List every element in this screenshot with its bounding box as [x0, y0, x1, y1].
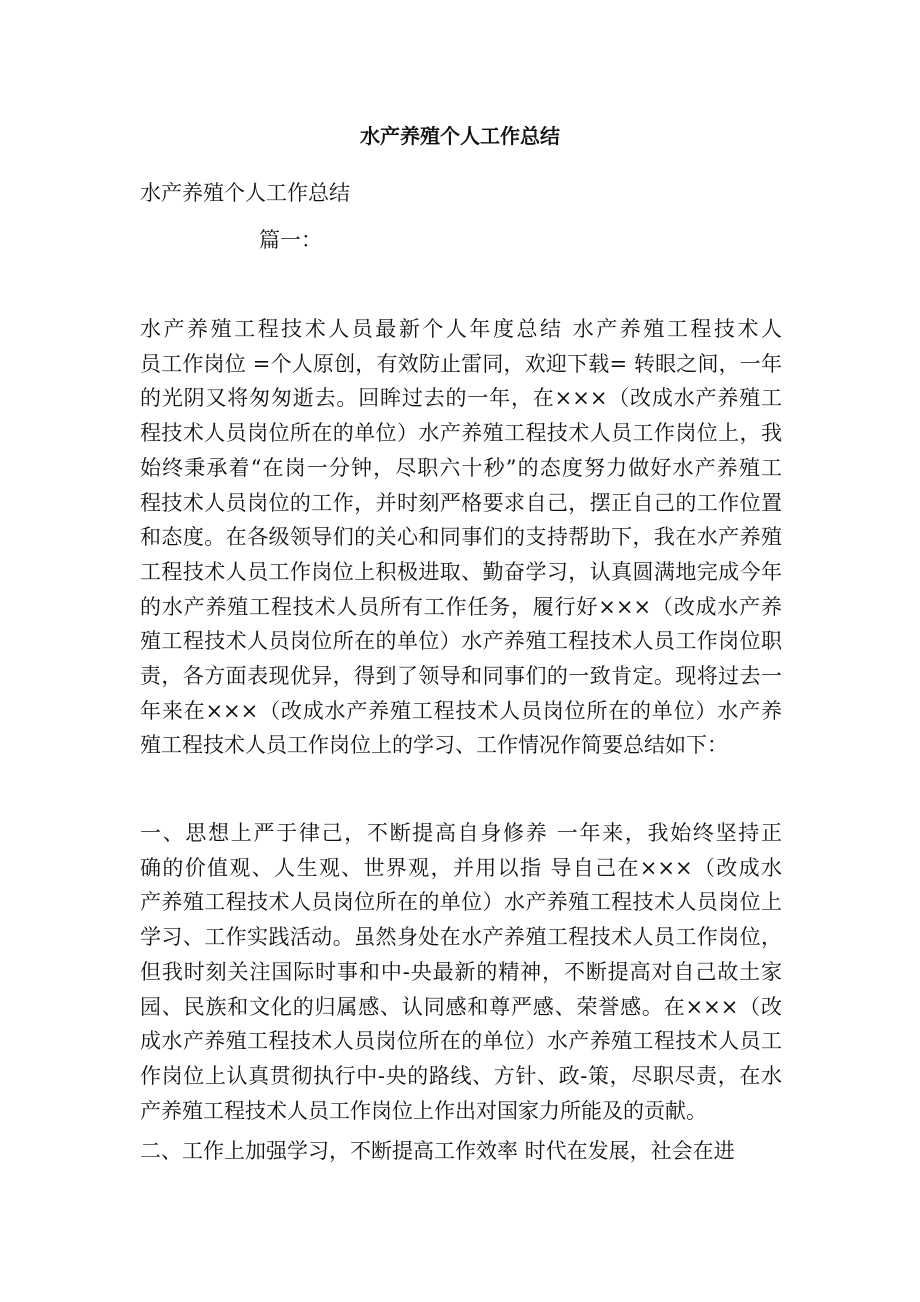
paragraph-line: 园、民族和文化的归属感、认同感和尊严感、荣誉感。在×××（改	[140, 994, 782, 1019]
paragraph-line: 确的价值观、人生观、世界观，并用以指 导自己在×××（改成水	[140, 855, 782, 880]
paragraph-line: 但我时刻关注国际时事和中-央最新的精神，不断提高对自己故土家	[140, 959, 782, 984]
paragraph-line: 程技术人员岗位的工作，并时刻严格要求自己，摆正自己的工作位置	[140, 490, 782, 515]
paragraph-line: 作岗位上认真贯彻执行中-央的路线、方针、政-策，尽职尽责，在水	[140, 1063, 782, 1088]
paragraph-line: 和态度。在各级领导们的关心和同事们的支持帮助下，我在水产养殖	[140, 525, 782, 550]
paragraph-line: 殖工程技术人员工作岗位上的学习、工作情况作简要总结如下：	[140, 733, 728, 758]
paragraph-line: 产养殖工程技术人员工作岗位上作出对国家力所能及的贡献。	[140, 1098, 707, 1123]
paragraph-line: 员工作岗位 =个人原创，有效防止雷同，欢迎下载= 转眼之间，一年	[140, 351, 782, 376]
paragraph-line: 的光阴又将匆匆逝去。回眸过去的一年，在×××（改成水产养殖工	[140, 386, 782, 411]
paragraph-line: 责，各方面表现优异，得到了领导和同事们的一致肯定。现将过去一	[140, 664, 782, 689]
paragraph-line: 水产养殖工程技术人员最新个人年度总结 水产养殖工程技术人	[140, 317, 782, 341]
paragraph-line: 殖工程技术人员岗位所在的单位）水产养殖工程技术人员工作岗位职	[140, 629, 782, 654]
paragraph-intro	[140, 312, 782, 763]
section-label: 篇一：	[259, 228, 322, 252]
paragraph-line: 年来在×××（改成水产养殖工程技术人员岗位所在的单位）水产养	[140, 698, 782, 723]
paragraph-line: 的水产养殖工程技术人员所有工作任务，履行好×××（改成水产养	[140, 594, 782, 619]
paragraph-line: 程技术人员岗位所在的单位）水产养殖工程技术人员工作岗位上，我	[140, 421, 782, 446]
paragraph-thought	[140, 816, 782, 1128]
paragraph-line: 学习、工作实践活动。虽然身处在水产养殖工程技术人员工作岗位，	[140, 925, 782, 950]
paragraph-line: 工程技术人员工作岗位上积极进取、勤奋学习，认真圆满地完成今年	[140, 559, 782, 584]
document-subtitle: 水产养殖个人工作总结	[140, 181, 350, 205]
document-title: 水产养殖个人工作总结	[360, 124, 560, 148]
paragraph-line: 二、工作上加强学习，不断提高工作效率 时代在发展，社会在进	[140, 1139, 735, 1163]
paragraph-line: 成水产养殖工程技术人员岗位所在的单位）水产养殖工程技术人员工	[140, 1029, 782, 1054]
paragraph-line: 产养殖工程技术人员岗位所在的单位）水产养殖工程技术人员岗位上	[140, 890, 782, 915]
paragraph-work	[140, 1134, 782, 1169]
paragraph-line: 一、思想上严于律己，不断提高自身修养 一年来，我始终坚持正	[140, 821, 782, 845]
paragraph-line: 始终秉承着“在岗一分钟，尽职六十秒”的态度努力做好水产养殖工	[140, 455, 782, 480]
